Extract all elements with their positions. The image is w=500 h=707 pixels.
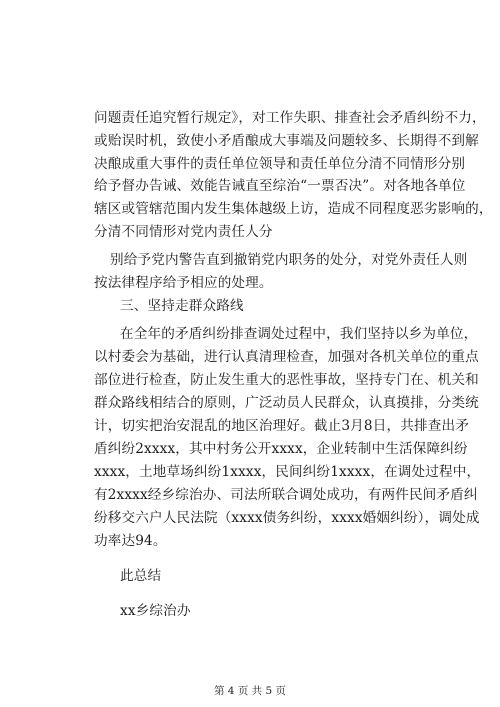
text-line: 群众路线相结合的原则，广泛动员人民群众，认真摸排，分类统 — [94, 395, 479, 411]
section-heading: 三、坚持走群众路线 — [120, 298, 244, 314]
text-line: 部位进行检查，防止发生重大的恶性事故，坚持专门在、机关和 — [94, 372, 479, 388]
text-line: 在全年的矛盾纠纷排查调处过程中，我们坚持以乡为单位， — [120, 326, 478, 342]
text-line: 功率达94。 — [94, 533, 167, 549]
page-footer: 第 4 页 共 5 页 — [213, 685, 287, 697]
text-line: 分清不同情形对党内责任人分 — [94, 224, 273, 240]
text-line: 按法律程序给予相应的处理。 — [94, 275, 273, 291]
text-line: 问题责任追究暂行规定》，对工作失职、排查社会矛盾纠纷不力， — [94, 110, 486, 126]
text-line: 有2xxxx经乡综治办、司法所联合调处成功，有两件民间矛盾纠 — [94, 487, 478, 503]
text-line: 给予督办告诫、效能告诫直至综治“一票否决”。对各地各单位 — [94, 178, 466, 194]
text-line: 别给予党内警告直到撤销党内职务的处分，对党外责任人则 — [110, 252, 468, 268]
text-line: 或贻误时机，致使小矛盾酿成大事端及问题较多、长期得不到解 — [94, 133, 479, 149]
signature-line: xx乡综治办 — [120, 603, 191, 619]
text-line: 纷移交六户人民法院（xxxx债务纠纷，xxxx婚姻纠纷），调处成 — [94, 510, 480, 526]
text-line: 盾纠纷2xxxx，其中村务公开xxxx，企业转制中生活保障纠纷 — [94, 441, 468, 457]
text-line: 以村委会为基础，进行认真清理检查，加强对各机关单位的重点 — [94, 349, 479, 365]
text-line: 辖区或管辖范围内发生集体越级上访，造成不同程度恶劣影响的， — [94, 201, 493, 217]
text-line: 决酿成重大事件的责任单位领导和责任单位分清不同情形分别 — [94, 156, 466, 172]
text-line: 计，切实把治安混乱的地区治理好。截止3月8日，共排查出矛 — [94, 418, 469, 434]
closing-line: 此总结 — [120, 568, 162, 584]
text-line: xxxx，土地草场纠纷1xxxx，民间纠纷1xxxx，在调处过程中， — [94, 464, 481, 480]
